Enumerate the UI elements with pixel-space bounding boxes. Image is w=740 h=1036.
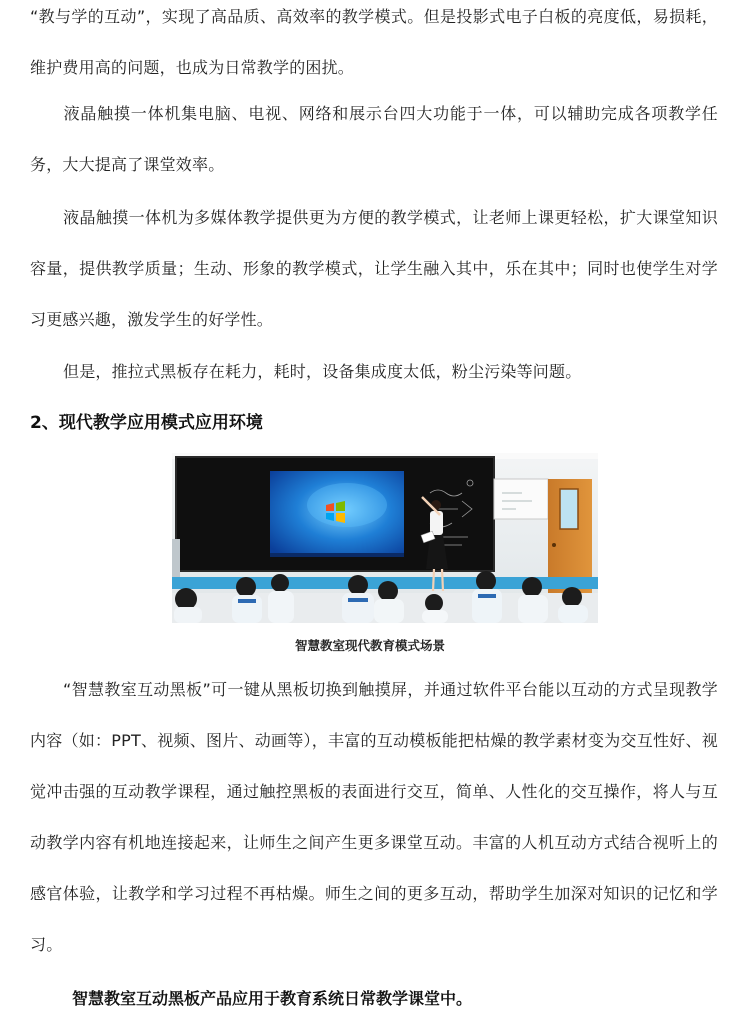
paragraph-4: [30, 346, 718, 397]
section-heading: 2、现代教学应用模式应用环境: [30, 413, 263, 433]
paragraph-3: [30, 192, 718, 345]
figure-caption: 智慧教室现代教育模式场景: [294, 638, 445, 653]
classroom-illustration: [172, 453, 598, 623]
closing-statement: 智慧教室互动黑板产品应用于教育系统日常教学课堂中。: [72, 989, 473, 1008]
paragraph-3-text: 液晶触摸一体机为多媒体教学提供更为方便的教学模式，让老师上课更轻松，扩大课堂知识容量，提供教学质量；生动、形象的教学模式，让学生融入其中，乐在其中；同时也使学生对学习更感兴趣，激发学生的好学性。: [30, 208, 718, 329]
paragraph-5: [30, 664, 718, 970]
paragraph-1-text: “教与学的互动”，实现了高品质、高效率的教学模式。但是投影式电子白板的亮度低，易损耗，维护费用高的问题，也成为日常教学的困扰。: [30, 7, 718, 77]
classroom-photo: [172, 453, 598, 623]
paragraph-2-text: 液晶触摸一体机集电脑、电视、网络和展示台四大功能于一体，可以辅助完成各项教学任务，大大提高了课堂效率。: [30, 104, 718, 174]
paragraph-2: [30, 88, 718, 190]
paragraph-4-text: 但是，推拉式黑板存在耗力，耗时，设备集成度太低，粉尘污染等问题。: [63, 362, 582, 381]
paragraph-5-text: “智慧教室互动黑板”可一键从黑板切换到触摸屏，并通过软件平台能以互动的方式呈现教学内容（如：PPT、视频、图片、动画等），丰富的互动模板能把枯燥的教学素材变为交互性好、视觉冲击强的互动教学课程，通过触控黑板的表面进行交互，简单、人性化的交互操作，将人与互动教学内容有机地连接起来，让师生之间产生更多课堂互动。丰富的人机互动方式结合视听上的感官体验，让教学和学习过程不再枯燥。师生之间的更多互动，帮助学生加深对知识的记忆和学习。: [30, 680, 718, 954]
paragraph-1: [30, 0, 718, 93]
